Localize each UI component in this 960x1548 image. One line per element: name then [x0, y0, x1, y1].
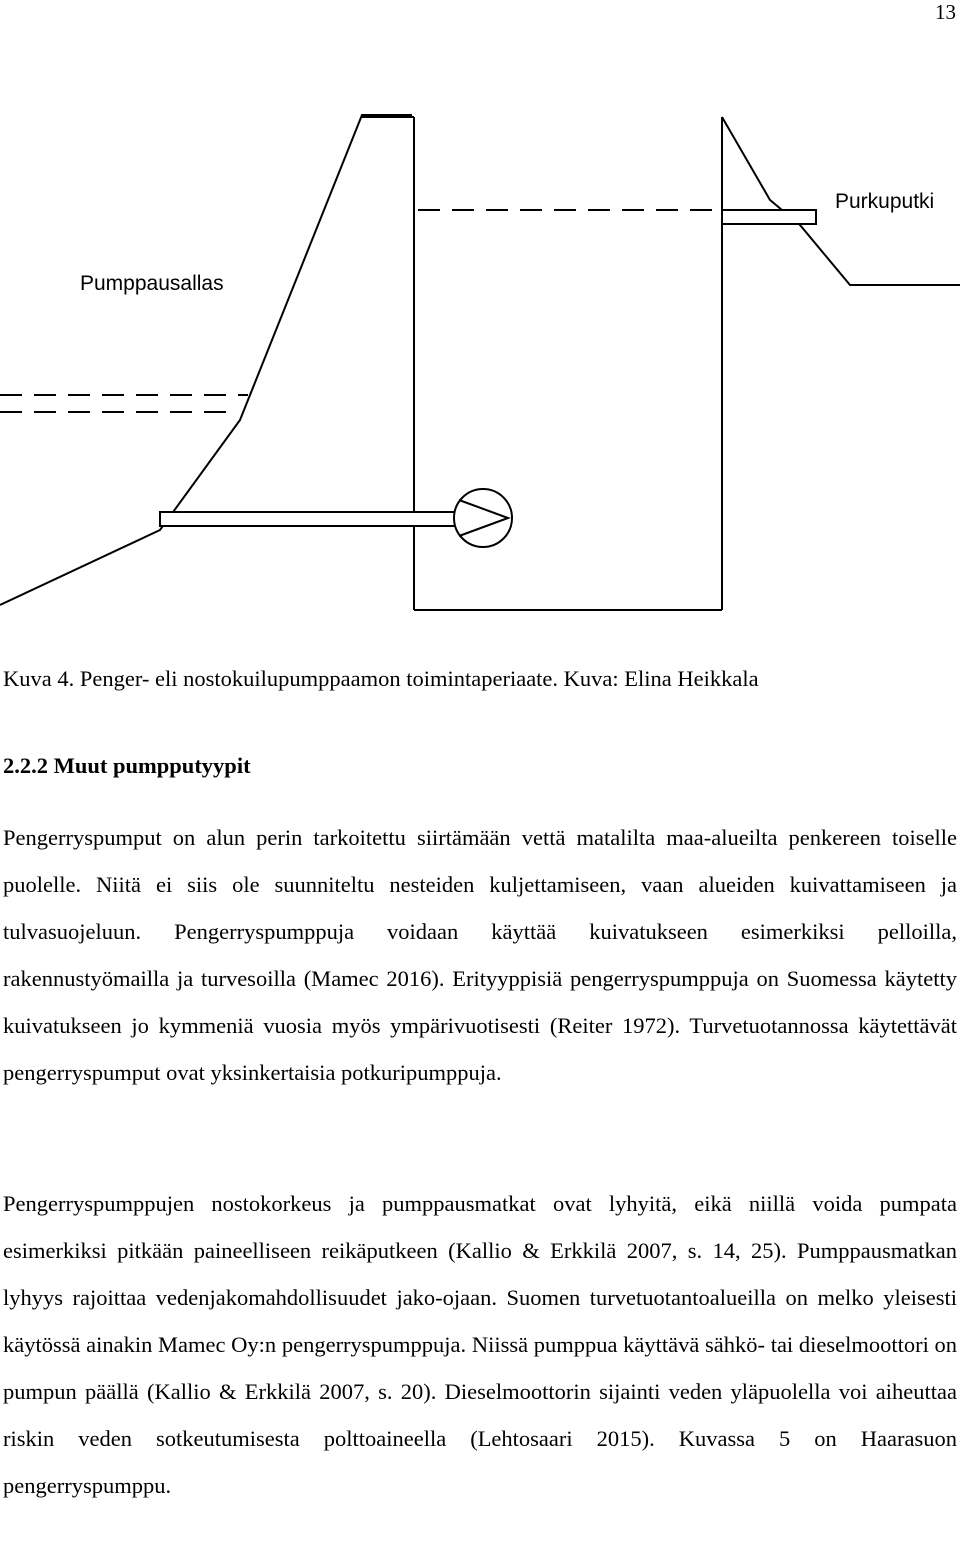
- outlet-pipe: [722, 210, 816, 224]
- section-heading: 2.2.2 Muut pumpputyypit: [3, 753, 251, 778]
- diagram-svg: [0, 100, 960, 620]
- embankment-slope: [0, 115, 412, 605]
- paragraph-2: Pengerryspumppujen nostokorkeus ja pumppausmatkat ovat lyhyitä, eikä niillä voida pumpata esimerkiksi pitkään paineelliseen reikäputkeen (Kallio & Erkkilä 2007, s. 14, 25). Pumppausmatkan lyhyys rajoittaa vedenjakomahdollisuudet jako-ojaan. Suomen turvetuotantoalueilla on melko yleisesti käytössä ainakin Mamec Oy:n pengerryspumppuja. Niissä pumppua käyttävä sähkö- tai dieselmoottori on pumpun päällä (Kallio & Erkkilä 2007, s. 20). Dieselmoottorin sijainti veden yläpuolella voi aiheuttaa riskin veden sotkeutumisesta polttoaineella (Lehtosaari 2015). Kuvassa 5 on Haarasuon pengerryspumppu.: [3, 1191, 957, 1498]
- pump-symbol: [454, 489, 512, 547]
- label-basin: Pumppausallas: [80, 272, 224, 295]
- pump-station-diagram: [0, 100, 960, 620]
- page-number: 13: [935, 0, 956, 24]
- label-outlet: Purkuputki: [835, 190, 935, 213]
- figure-caption: Kuva 4. Penger- eli nostokuilupumppaamon toimintaperiaate. Kuva: Elina Heikkala: [3, 666, 759, 691]
- paragraph-1: Pengerryspumput on alun perin tarkoitettu siirtämään vettä matalilta maa-alueilta penkereen toiselle puolelle. Niitä ei siis ole suunniteltu nesteiden kuljettamiseen, vaan alueiden kuivattamiseen ja tulvasuojeluun. Pengerryspumppuja voidaan käyttää kuivatukseen esimerkiksi pelloilla, rakennustyömailla ja turvesoilla (Mamec 2016). Erityyppisiä pengerryspumppuja on Suomessa käytetty kuivatukseen jo kymmeniä vuosia myös ympärivuotisesti (Reiter 1972). Turvetuotannossa käytettävät pengerryspumput ovat yksinkertaisia potkuripumppuja.: [3, 825, 957, 1085]
- intake-pipe: [160, 512, 456, 526]
